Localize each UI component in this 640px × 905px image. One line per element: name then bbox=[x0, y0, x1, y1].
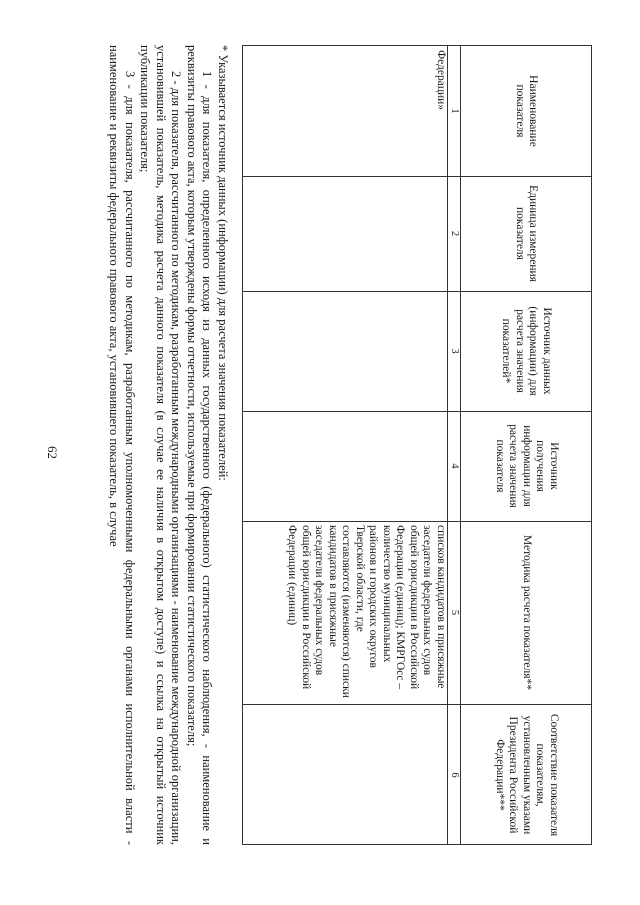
header-data-source: Источник данных (информации) для расчета значения показателей* bbox=[500, 306, 553, 396]
column-number: 1 bbox=[449, 108, 460, 114]
column-number: 3 bbox=[449, 348, 460, 354]
header-info-source: Источник получения информации для расчета значения показателя bbox=[493, 424, 560, 508]
header-unit: Единица измерения показателя bbox=[514, 185, 540, 282]
footnote-item: 2 - для показателя, рассчитанного по методикам, разработанным международными организациями - наименование международной организации, установившей показатель, методика расчета данного показателя (в случае ее наличия в открытом доступе) и ссылка на открытый источник публикации показателя; bbox=[138, 45, 184, 845]
footnote-intro: * Указывается источник данных (информации) для расчета значения показателей: bbox=[216, 45, 230, 481]
row-method: списков кандидатов в присяжные заседатели федеральных судов общей юрисдикции в Российской Федерации (единиц); КМРГОсс – количество муниципальных районов и городских округов Тверской области, где составляются (изменяются) списки кандидатов в присяжные заседатели федеральных судов общей юрисдикции в Российской Федерации (единиц) bbox=[286, 525, 447, 698]
row-indicator-name: Федерации» bbox=[435, 50, 447, 111]
header-compliance: Соответствие показателя показателям, установленным указами Президента Российской Федерации*** bbox=[493, 713, 560, 837]
landscape-page bbox=[55, 35, 600, 865]
column-number: 4 bbox=[449, 463, 460, 469]
header-method: Методика расчета показателя** bbox=[520, 534, 533, 691]
footnote-item: 3 - для показателя, рассчитанного по методикам, разработанным уполномоченными федеральными органами исполнительной власти - наименование и реквизиты федерального правового акта, установившего показатель, в случае bbox=[107, 45, 137, 845]
column-number: 6 bbox=[449, 772, 460, 778]
indicator-table bbox=[242, 45, 592, 845]
footnotes bbox=[106, 45, 230, 845]
header-indicator-name: Наименование показателя bbox=[514, 75, 540, 147]
column-number: 5 bbox=[449, 609, 460, 616]
column-number: 2 bbox=[449, 230, 460, 237]
page-number: 62 bbox=[45, 446, 60, 459]
footnote-item: 1 - для показателя, определенного исходя из данных государственного (федерального) статистического наблюдения, - наименование и реквизиты правового акта, которым утверждены формы отчетности, используемые при формировании статистического показателя; bbox=[185, 45, 215, 845]
